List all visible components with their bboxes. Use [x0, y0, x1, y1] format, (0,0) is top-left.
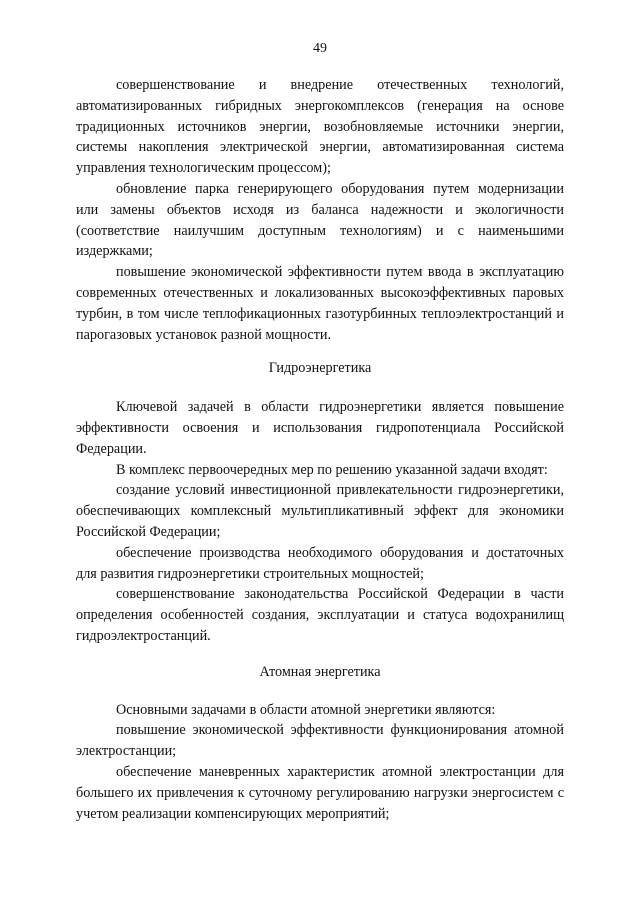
paragraph-intro-item-1: совершенствование и внедрение отечественных технологий, автоматизированных гибридных энергокомплексов (генерация на основе традиционных источников энергии, возобновляемые источники энергии, системы накопления электрической энергии, автоматизированная система управления технологическим процессом);	[76, 77, 564, 177]
paragraph-intro-item-2: обновление парка генерирующего оборудования путем модернизации или замены объектов исходя из баланса надежности и экологичности (соответствие наилучшим доступным технологиям) и с наименьшими издержками;	[76, 180, 564, 260]
paragraph-hydro-item-3: совершенствование законодательства Российской Федерации в части определения особенностей создания, эксплуатации и статуса водохранилищ гидроэлектростанций.	[76, 586, 564, 644]
section-heading-atomic: Атомная энергетика	[259, 663, 381, 680]
paragraph-atomic-item-1: повышение экономической эффективности функционирования атомной электростанции;	[76, 722, 564, 760]
paragraph-hydro-item-2: обеспечение производства необходимого оборудования и достаточных для развития гидроэнергетики строительных мощностей;	[76, 544, 564, 582]
paragraph-atomic-item-2: обеспечение маневренных характеристик атомной электростанции для большего их привлечения к суточному регулированию нагрузки энергосистем с учетом реализации компенсирующих мероприятий;	[76, 763, 564, 822]
section-heading-hydro: Гидроэнергетика	[268, 360, 372, 377]
document-body	[76, 75, 564, 824]
paragraph-hydro-lead: В комплекс первоочередных мер по решению указанной задачи входят:	[116, 461, 548, 478]
page-number: 49	[313, 41, 327, 56]
paragraph-atomic-lead: Основными задачами в области атомной энергетики являются:	[116, 701, 496, 718]
paragraph-hydro-item-1: создание условий инвестиционной привлекательности гидроэнергетики, обеспечивающих комплексный мультипликативный эффект для экономики Российской Федерации;	[76, 482, 564, 540]
paragraph-hydro-intro: Ключевой задачей в области гидроэнергетики является повышение эффективности освоения и использования гидропотенциала Российской Федерации.	[76, 399, 564, 457]
paragraph-intro-item-3: повышение экономической эффективности путем ввода в эксплуатацию современных отечественных и локализованных высокоэффективных паровых турбин, в том числе теплофикационных газотурбинных теплоэлектростанций и парогазовых установок разной мощности.	[76, 264, 564, 343]
